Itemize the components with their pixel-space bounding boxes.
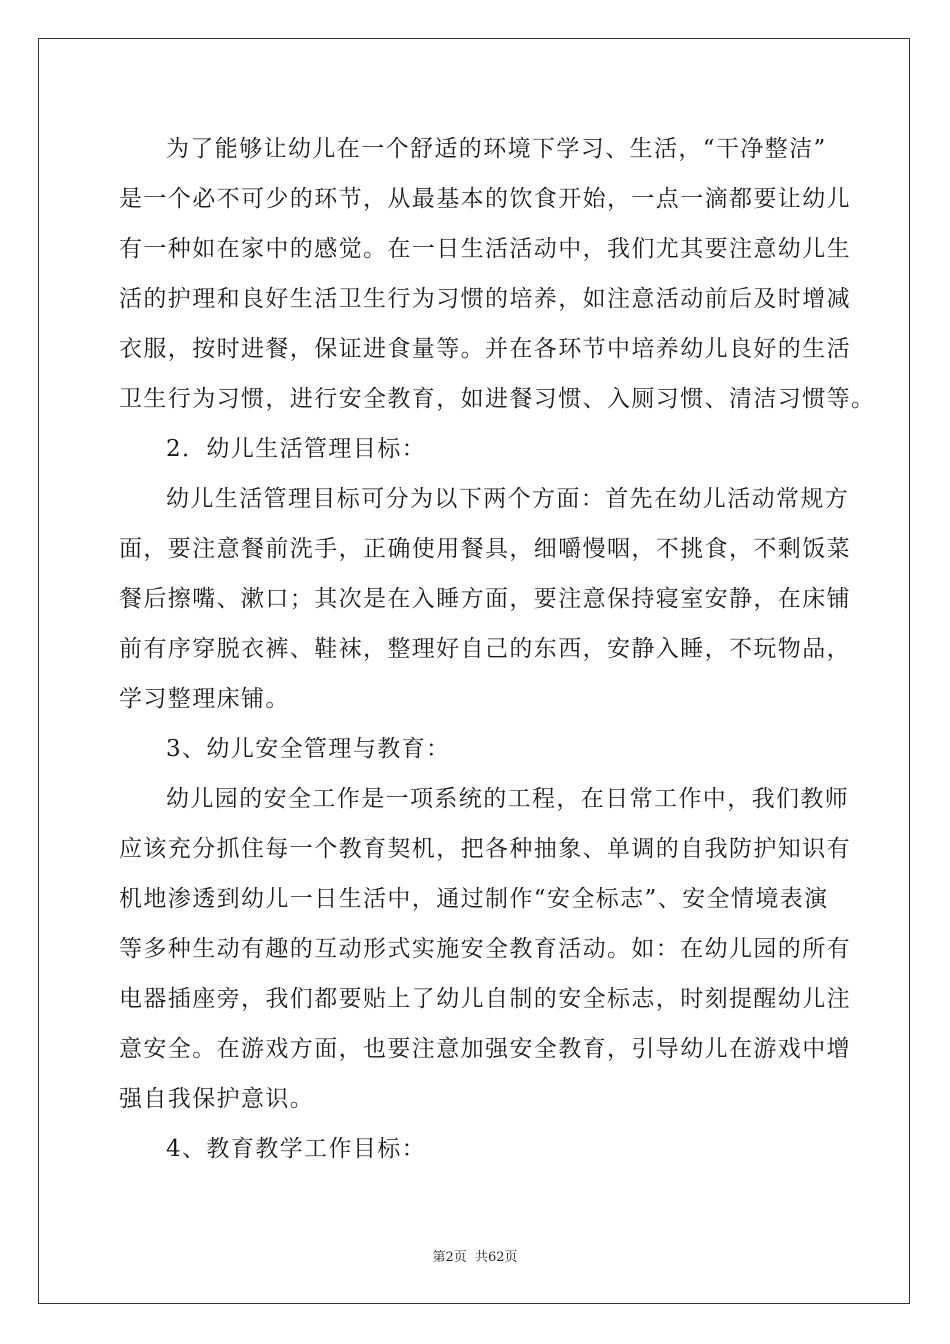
paragraph-line: 学习整理床铺。 bbox=[119, 686, 290, 712]
paragraph-line: 是一个必不可少的环节，从最基本的饮食开始，一点一滴都要让幼儿 bbox=[119, 186, 851, 212]
paragraph-line: 活的护理和良好生活卫生行为习惯的培养，如注意活动前后及时增减 bbox=[119, 286, 851, 312]
paragraph-line: 为了能够让幼儿在一个舒适的环境下学习、生活，“干净整洁” bbox=[166, 136, 827, 162]
page-total: 共62页 bbox=[474, 1250, 518, 1265]
section-heading: 2．幼儿生活管理目标： bbox=[166, 436, 427, 462]
paragraph-line: 幼儿园的安全工作是一项系统的工程，在日常工作中，我们教师 bbox=[166, 786, 850, 812]
page-footer bbox=[0, 1246, 950, 1265]
paragraph-line: 意安全。在游戏方面，也要注意加强安全教育，引导幼儿在游戏中增 bbox=[119, 1036, 851, 1062]
paragraph-line: 有一种如在家中的感觉。在一日生活活动中，我们尤其要注意幼儿生 bbox=[119, 236, 851, 262]
paragraph-line: 卫生行为习惯，进行安全教育，如进餐习惯、入厕习惯、清洁习惯等。 bbox=[119, 386, 876, 412]
paragraph-line: 等多种生动有趣的互动形式实施安全教育活动。如：在幼儿园的所有 bbox=[119, 936, 851, 962]
page-border bbox=[38, 38, 910, 1304]
paragraph-line: 强自我保护意识。 bbox=[119, 1086, 315, 1112]
paragraph-line: 机地渗透到幼儿一日生活中，通过制作“安全标志”、安全情境表演 bbox=[119, 886, 829, 912]
paragraph-line: 电器插座旁，我们都要贴上了幼儿自制的安全标志，时刻提醒幼儿注 bbox=[119, 986, 851, 1012]
paragraph-line: 餐后擦嘴、漱口；其次是在入睡方面，要注意保持寝室安静，在床铺 bbox=[119, 586, 851, 612]
page-number: 第2页 bbox=[432, 1250, 467, 1265]
paragraph-line: 前有序穿脱衣裤、鞋袜，整理好自己的东西，安静入睡，不玩物品， bbox=[119, 636, 851, 662]
paragraph-line: 幼儿生活管理目标可分为以下两个方面：首先在幼儿活动常规方 bbox=[166, 486, 850, 512]
section-heading: 3、幼儿安全管理与教育： bbox=[166, 736, 451, 762]
section-heading: 4、教育教学工作目标： bbox=[166, 1136, 427, 1162]
paragraph-line: 应该充分抓住每一个教育契机，把各种抽象、单调的自我防护知识有 bbox=[119, 836, 851, 862]
paragraph-line: 衣服，按时进餐，保证进食量等。并在各环节中培养幼儿良好的生活 bbox=[119, 336, 851, 362]
paragraph-line: 面，要注意餐前洗手，正确使用餐具，细嚼慢咽，不挑食，不剩饭菜 bbox=[119, 536, 851, 562]
